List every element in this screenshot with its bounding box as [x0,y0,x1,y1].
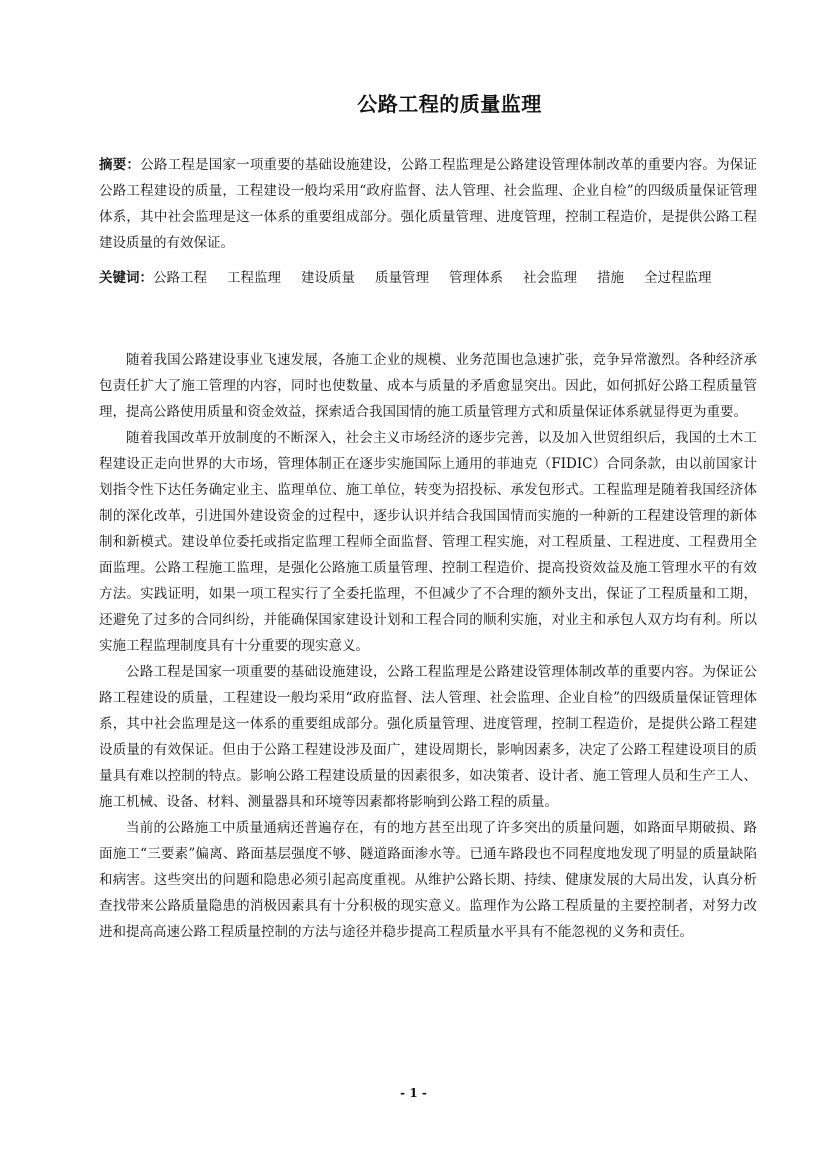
keyword-item: 工程监理 [227,270,281,286]
body-paragraph-1: 随着我国公路建设事业飞速发展，各施工企业的规模、业务范围也急速扩张，竞争异常激烈。各种经济承包责任扩大了施工管理的内容，同时也使数量、成本与质量的矛盾愈显突出。因此，如何抓好公路工程质量管理，提高公路使用质量和资金效益，探索适合我国国情的施工质量管理方式和质量保证体系就显得更为重要。 [99,352,757,420]
body-paragraph-2: 随着我国改革开放制度的不断深入，社会主义市场经济的逐步完善，以及加入世贸组织后，我国的土木工程建设正走向世界的大市场，管理体制正在逐步实施国际上通用的菲迪克（FIDIC）合同条款，由以前国家计划指令性下达任务确定业主、监理单位、施工单位，转变为招投标、承发包形式。工程监理是随着我国经济体制的深化改革，引进国外建设资金的过程中，逐步认识并结合我国国情而实施的一种新的工程建设管理的新体制和新模式。建设单位委托或指定监理工程师全面监督、管理工程实施，对工程质量、工程进度、工程费用全面监理。公路工程施工监理，是强化公路施工质量管理、控制工程造价、提高投资效益及施工管理水平的有效方法。实践证明，如果一项工程实行了全委托监理，不但减少了不合理的额外支出，保证了工程质量和工期，还避免了过多的合同纠纷，并能确保国家建设计划和工程合同的顺利实施，对业主和承包人双方均有利。所以实施工程监理制度具有十分重要的现实意义。 [99,430,757,654]
body-text [99,347,757,945]
keywords-label: 关键词： [99,270,153,286]
body-paragraph-4: 当前的公路施工中质量通病还普遍存在，有的地方甚至出现了许多突出的质量问题，如路面早期破损、路面施工“三要素”偏离、路面基层强度不够、隧道路面渗水等。已通车路段也不同程度地发现了明显的质量缺陷和病害。这些突出的问题和隐患必须引起高度重视。从维护公路长期、持续、健康发展的大局出发，认真分析查找带来公路质量隐患的消极因素具有十分积极的现实意义。监理作为公路工程质量的主要控制者，对努力改进和提高高速公路工程质量控制的方法与途径并稳步提高工程质量水平具有不能忽视的义务和责任。 [99,820,757,940]
abstract-label: 摘要： [99,157,141,173]
abstract-text: 公路工程是国家一项重要的基础设施建设，公路工程监理是公路建设管理体制改革的重要内容。为保证公路工程建设的质量，工程建设一般均采用“政府监督、法人管理、社会监理、企业自检”的四级质量保证管理体系，其中社会监理是这一体系的重要组成部分。强化质量管理、进度管理，控制工程造价，是提供公路工程建设质量的有效保证。 [99,157,758,251]
document-title: 公路工程的质量监理 [357,92,542,116]
keyword-item: 建设质量 [301,270,355,286]
keyword-item: 全过程监理 [644,270,712,286]
keywords-section [99,265,757,291]
keyword-item: 措施 [597,270,624,286]
keyword-item: 质量管理 [375,270,429,286]
page-number: - 1 - [400,1086,427,1100]
keyword-item: 管理体系 [449,270,503,286]
body-paragraph-3: 公路工程是国家一项重要的基础设施建设，公路工程监理是公路建设管理体制改革的重要内容。为保证公路工程建设的质量，工程建设一般均采用“政府监督、法人管理、社会监理、企业自检”的四级质量保证管理体系，其中社会监理是这一体系的重要组成部分。强化质量管理、进度管理，控制工程造价，是提供公路工程建设质量的有效保证。但由于公路工程建设涉及面广，建设周期长，影响因素多，决定了公路工程建设项目的质量具有难以控制的特点。影响公路工程建设质量的因素很多，如决策者、设计者、施工管理人员和生产工人、施工机械、设备、材料、测量器具和环境等因素都将影响到公路工程的质量。 [99,664,757,810]
keyword-item: 公路工程 [153,270,207,286]
abstract-section [99,152,757,256]
keyword-item: 社会监理 [523,270,577,286]
